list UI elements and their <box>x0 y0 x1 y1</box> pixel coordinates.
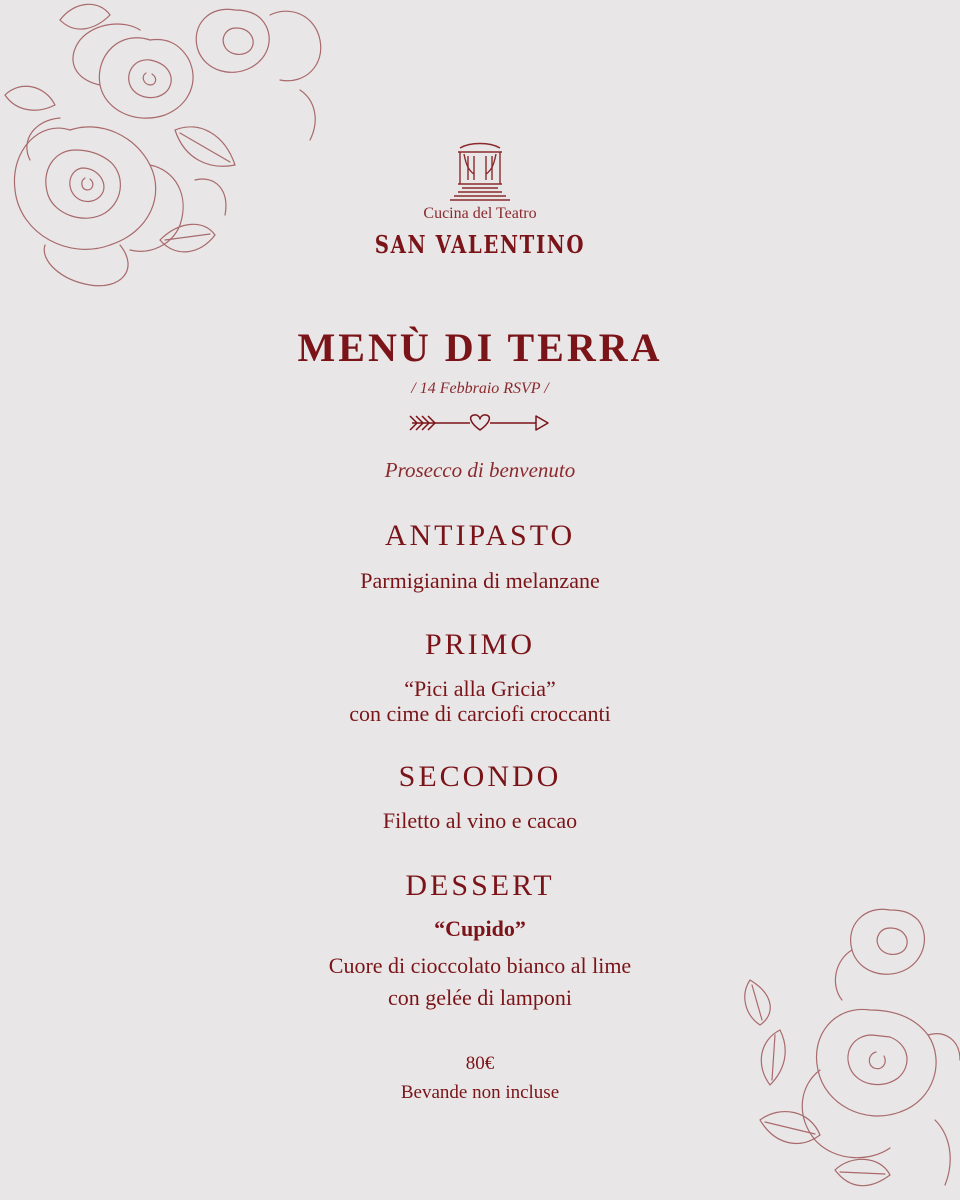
course-primo-heading: PRIMO <box>424 628 536 661</box>
course-secondo-heading: SECONDO <box>398 760 562 793</box>
antipasto-dish: Parmigianina di melanzane <box>360 568 600 593</box>
brand-name: SAN VALENTINO <box>374 230 586 259</box>
venue-name: Cucina del Teatro <box>423 205 537 222</box>
menu-price: 80€ <box>465 1053 495 1074</box>
dessert-line-1: Cuore di cioccolato bianco al lime <box>328 953 632 978</box>
secondo-dish: Filetto al vino e cacao <box>382 808 578 833</box>
drinks-note: Bevande non incluse <box>400 1082 560 1103</box>
course-dessert-heading: DESSERT <box>405 869 555 902</box>
primo-dish-line-2: con cime di carciofi croccanti <box>349 701 611 726</box>
rose-illustration-bottom-right <box>740 900 960 1200</box>
menu-title: MENÙ DI TERRA <box>297 325 663 370</box>
menu-subtitle: / 14 Febbraio RSVP / <box>411 380 549 397</box>
primo-dish-line-1: “Pici alla Gricia” <box>404 676 556 701</box>
welcome-drink: Prosecco di benvenuto <box>384 458 576 482</box>
theatre-logo-icon <box>440 140 520 206</box>
dessert-name: “Cupido” <box>434 916 526 941</box>
course-antipasto-heading: ANTIPASTO <box>384 519 576 552</box>
arrow-heart-divider-icon <box>408 410 552 436</box>
dessert-line-2: con gelée di lamponi <box>388 985 572 1010</box>
